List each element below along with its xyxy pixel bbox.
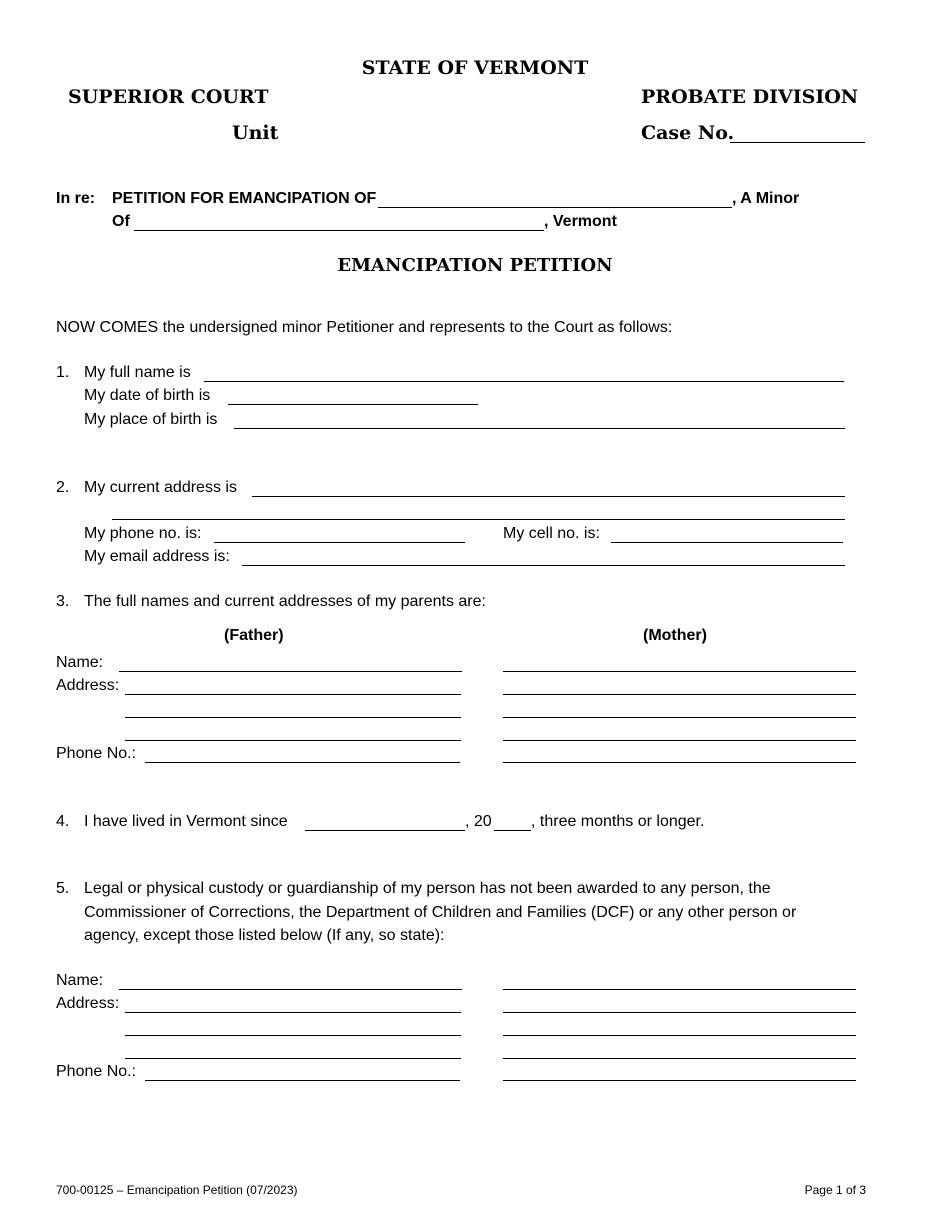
- residency-text-a: I have lived in Vermont since: [84, 813, 288, 830]
- name-label: Name:: [56, 654, 104, 671]
- of-label: Of: [112, 213, 130, 230]
- minor-name-field[interactable]: [378, 207, 732, 208]
- case-no-label: Case No.: [641, 122, 735, 144]
- mother-address-field[interactable]: [503, 694, 856, 695]
- phone-label: Phone No.:: [56, 1063, 137, 1080]
- page-title: EMANCIPATION PETITION: [337, 255, 613, 276]
- court-name: SUPERIOR COURT: [68, 86, 269, 108]
- residency-text-b: , 20: [465, 813, 492, 830]
- residency-text-c: , three months or longer.: [531, 813, 705, 830]
- town-field[interactable]: [134, 230, 544, 231]
- pob-field[interactable]: [234, 428, 845, 429]
- custodian-2-address-field[interactable]: [503, 1012, 856, 1013]
- dob-field[interactable]: [228, 404, 478, 405]
- phone-label: Phone No.:: [56, 745, 137, 762]
- custodian-1-address-field[interactable]: [125, 1012, 461, 1013]
- custodian-1-address-field-2[interactable]: [125, 1035, 461, 1036]
- page-number: Page 1 of 3: [804, 1183, 866, 1197]
- intro-text: NOW COMES the undersigned minor Petitioner and represents to the Court as follows:: [56, 319, 673, 336]
- custodian-1-name-field[interactable]: [119, 989, 462, 990]
- item-number: 3.: [56, 593, 70, 610]
- custody-text-line-1: Legal or physical custody or guardianship of my person has not been awarded to any person, the: [84, 880, 771, 897]
- phone-label: My phone no. is:: [84, 525, 202, 542]
- email-field[interactable]: [242, 565, 845, 566]
- father-name-field[interactable]: [119, 671, 462, 672]
- custodian-2-phone-field[interactable]: [503, 1080, 856, 1081]
- full-name-label: My full name is: [84, 364, 191, 381]
- custodian-2-address-field-3[interactable]: [503, 1058, 856, 1059]
- address-label: Address:: [56, 995, 120, 1012]
- custody-text-line-2: Commissioner of Corrections, the Department of Children and Families (DCF) or any other person or: [84, 904, 797, 921]
- cell-label: My cell no. is:: [503, 525, 600, 542]
- in-re-label: In re:: [56, 190, 96, 207]
- custodian-2-name-field[interactable]: [503, 989, 856, 990]
- vermont-label: , Vermont: [544, 213, 617, 230]
- residency-date-field[interactable]: [305, 830, 465, 831]
- item-number: 4.: [56, 813, 70, 830]
- name-label: Name:: [56, 972, 104, 989]
- address-field[interactable]: [252, 496, 845, 497]
- unit-label: Unit: [232, 122, 279, 144]
- custodian-2-address-field-2[interactable]: [503, 1035, 856, 1036]
- full-name-field[interactable]: [204, 381, 844, 382]
- phone-field[interactable]: [214, 542, 465, 543]
- division-name: PROBATE DIVISION: [641, 86, 859, 108]
- father-address-field-3[interactable]: [125, 740, 461, 741]
- father-heading: (Father): [224, 627, 284, 644]
- address-label: My current address is: [84, 479, 237, 496]
- father-address-field[interactable]: [125, 694, 461, 695]
- mother-address-field-2[interactable]: [503, 717, 856, 718]
- custodian-1-phone-field[interactable]: [145, 1080, 460, 1081]
- item-number: 2.: [56, 479, 70, 496]
- parents-text: The full names and current addresses of my parents are:: [84, 593, 486, 610]
- cell-field[interactable]: [611, 542, 843, 543]
- mother-name-field[interactable]: [503, 671, 856, 672]
- mother-address-field-3[interactable]: [503, 740, 856, 741]
- custody-text-line-3: agency, except those listed below (If any, so state):: [84, 927, 445, 944]
- mother-phone-field[interactable]: [503, 762, 856, 763]
- dob-label: My date of birth is: [84, 387, 211, 404]
- a-minor-label: , A Minor: [732, 190, 800, 207]
- item-number: 5.: [56, 880, 70, 897]
- state-title: STATE OF VERMONT: [361, 57, 589, 79]
- mother-heading: (Mother): [643, 627, 707, 644]
- custodian-1-address-field-3[interactable]: [125, 1058, 461, 1059]
- father-address-field-2[interactable]: [125, 717, 461, 718]
- form-id: 700-00125 – Emancipation Petition (07/2023): [56, 1183, 298, 1197]
- address-field-line-2[interactable]: [112, 519, 845, 520]
- pob-label: My place of birth is: [84, 411, 218, 428]
- case-no-field[interactable]: [730, 142, 865, 143]
- petition-label: PETITION FOR EMANCIPATION OF: [112, 190, 377, 207]
- address-label: Address:: [56, 677, 120, 694]
- father-phone-field[interactable]: [145, 762, 460, 763]
- item-number: 1.: [56, 364, 70, 381]
- residency-year-field[interactable]: [494, 830, 531, 831]
- email-label: My email address is:: [84, 548, 230, 565]
